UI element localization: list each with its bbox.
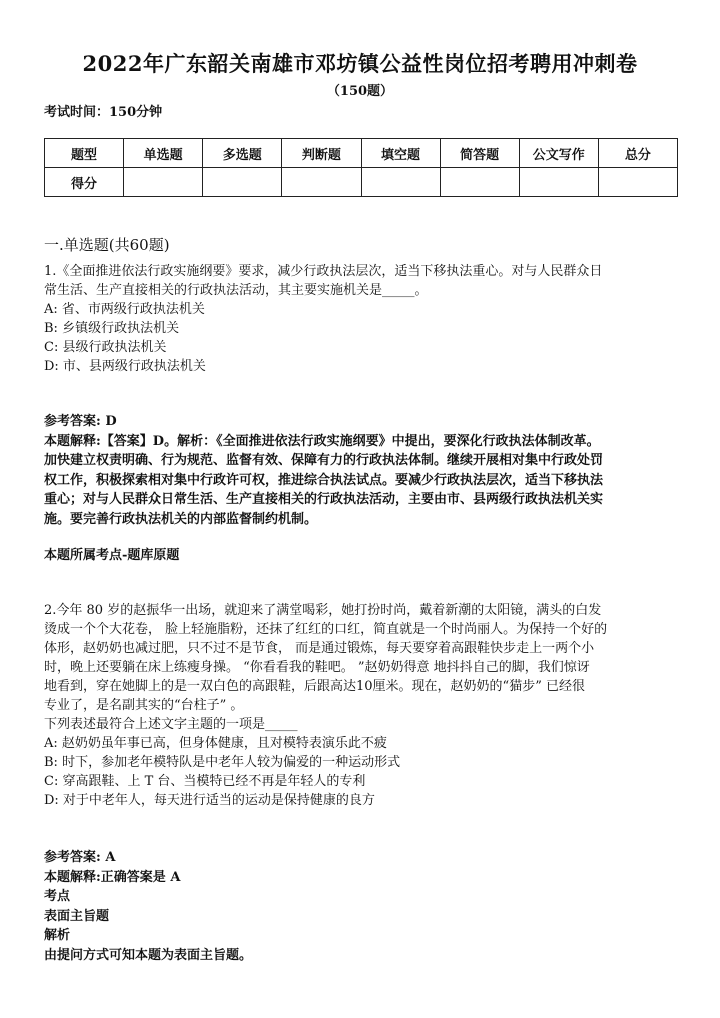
question-stem-line: 2.今年 80 岁的赵振华一出场，就迎来了满堂喝彩，她打扮时尚，戴着新潮的太阳镜，满头的白发 [44,603,602,618]
option-b: B: 时下，参加老年模特队是中老年人较为偏爱的一种运动形式 [44,755,401,770]
question-point: 本题所属考点-题库原题 [44,548,180,563]
score-cell [124,168,203,197]
explanation-line: 施。要完善行政执法机关的内部监督制约机制。 [44,511,318,527]
explanation-line: 本题解释:【答案】D。解析：《全面推进依法行政实施纲要》中提出，要深化行政执法体制改革。 [44,433,600,449]
explanation-line: 加快建立权责明确、行为规范、监督有效、保障有力的行政执法体制。继续开展相对集中行政处罚 [44,453,604,468]
explanation-line: 考点 [44,889,71,904]
score-header-cell: 公文写作 [519,139,598,168]
question-stem-line: 1.《全面推进依法行政实施纲要》要求，减少行政执法层次，适当下移执法重心。对与人民群众日 [44,264,603,279]
reference-answer: 参考答案: D [44,414,117,429]
score-cell [519,168,598,197]
option-c: C: 穿高跟鞋、上 T 台、当模特已经不再是年轻人的专利 [44,774,366,789]
score-table [44,138,678,197]
score-header-cell: 判断题 [282,139,361,168]
question-stem-line: 常生活、生产直接相关的行政执法活动，其主要实施机关是_____。 [44,283,428,298]
question-1 [44,262,678,376]
question-count: （150题） [326,84,394,99]
score-cell [282,168,361,197]
answer-block-2 [44,848,678,965]
option-a: A: 赵奶奶虽年事已高，但身体健康，且对模特表演乐此不疲 [44,736,387,751]
question-prompt: 下列表述最符合上述文字主题的一项是_____ [44,717,298,732]
score-row-label: 得分 [45,168,124,197]
score-header-cell: 简答题 [440,139,519,168]
score-header-cell: 总分 [598,139,677,168]
score-cell [440,168,519,197]
question-stem-line: 体形，赵奶奶也减过肥，只不过不是节食， 而是通过锻炼，每天要穿着高跟鞋快步走上一两个小 [44,641,595,656]
option-d: D: 市、县两级行政执法机关 [44,359,206,374]
section-heading: 一.单选题(共60题) [44,236,170,254]
score-header-cell: 题型 [45,139,124,168]
score-header-cell: 多选题 [203,139,282,168]
score-cell [598,168,677,197]
score-header-cell: 填空题 [361,139,440,168]
option-a: A: 省、市两级行政执法机关 [44,302,205,317]
question-2 [44,601,678,810]
question-stem-line: 时，晚上还要躺在床上练瘦身操。 “你看看我的鞋吧。 ”赵奶奶得意 地抖抖自己的脚，我们惊讶 [44,660,590,675]
score-cell [203,168,282,197]
question-stem-line: 烫成一个个大花卷， 脸上轻施脂粉，还抹了红红的口红，简直就是一个时尚丽人。为保持一个好的 [44,622,608,637]
option-b: B: 乡镇级行政执法机关 [44,321,180,336]
score-cell [361,168,440,197]
option-d: D: 对于中老年人，每天进行适当的运动是保持健康的良方 [44,793,375,808]
explanation-line: 本题解释:正确答案是 A [44,869,181,885]
explanation-line: 表面主旨题 [44,908,110,924]
question-stem-line: 地看到，穿在她脚上的是一双白色的高跟鞋，后跟高达10厘米。现在，赵奶奶的“猫步” 已经很 [44,679,585,694]
score-table-score-row [45,168,678,197]
answer-block-1 [44,412,678,529]
explanation-line: 由提问方式可知本题为表面主旨题。 [44,947,253,963]
reference-answer: 参考答案: A [44,850,116,865]
explanation-line: 权工作，积极探索相对集中行政许可权，推进综合执法试点。要减少行政执法层次，适当下移执法 [44,472,604,488]
explanation-line: 重心；对与人民群众日常生活、生产直接相关的行政执法活动，主要由市、县两级行政执法机关实 [44,492,604,507]
option-c: C: 县级行政执法机关 [44,340,167,355]
exam-time: 考试时间：150分钟 [44,105,163,120]
score-table-header-row [45,139,678,168]
explanation-line: 解析 [44,928,71,943]
document-title: 2022年广东韶关南雄市邓坊镇公益性岗位招考聘用冲刺卷 [82,51,638,76]
score-header-cell: 单选题 [124,139,203,168]
question-stem-line: 专业了，是名副其实的“台柱子” 。 [44,698,244,713]
